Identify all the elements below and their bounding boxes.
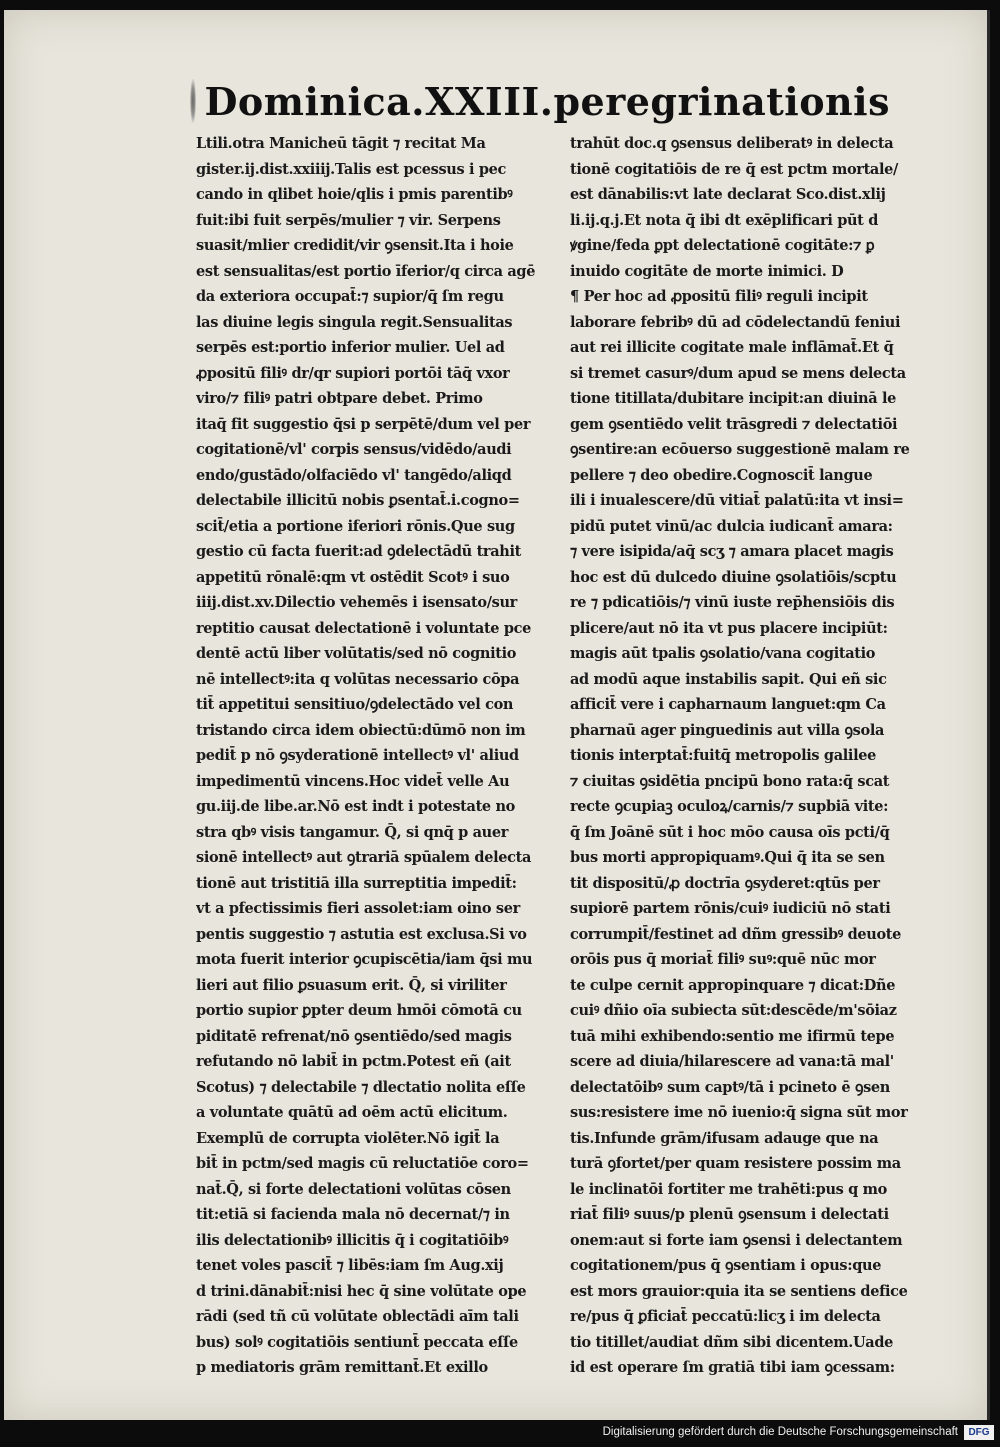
right-column-line: cuiꝰ dñio oīa subiecta sūt:descēde/m'sōiaz (570, 1002, 897, 1019)
right-column-line: onem:aut si forte iam ꝯsensi i delectantem (570, 1231, 903, 1249)
right-column-line: ⁊ vere isipida/aq̄ scʒ ⁊ amara placet magis (570, 543, 894, 560)
right-column-line: pellere ⁊ deo obedire.Cognoscit̄ langue (570, 466, 873, 484)
right-column-line: recte ꝯcupiaꝫ oculoꝝ/carnis/⁊ supbiā vite: (570, 798, 889, 815)
right-column-line: scere ad diuia/hilarescere ad vana:tā mal' (570, 1053, 894, 1070)
right-column-line: ¶ Per hoc ad ꝓpositū filiꝰ reguli incipit (570, 288, 868, 305)
right-column-line: plicere/aut nō ita vt pus placere incipiūt: (570, 619, 888, 637)
left-column-line: impedimentū vincens.Hoc videt̄ velle Au (196, 772, 510, 790)
right-column-line: si tremet casurꝰ/dum apud se mens delecta (570, 364, 906, 382)
right-column-line: laborare febribꝰ dū ad cōdelectandū feniui (570, 313, 901, 331)
right-column-line: tit dispositū/ꝓ doctrīa ꝯsyderet:qtūs per (570, 874, 880, 892)
right-column-line: gem ꝯsentiēdo velit trāsgredi ⁊ delectatiōi (570, 415, 898, 433)
left-column-line: reptitio causat delectationē i voluntate pce (196, 619, 532, 637)
left-column-line: p mediatoris grām remittant̄.Et exillo (196, 1359, 488, 1376)
right-column-line: te culpe cernit appropinquare ⁊ dicat:Dñe (570, 976, 896, 994)
left-column-line: nē intellectꝰ:ita q volūtas necessario cōpa (196, 670, 520, 688)
page-title: Dominica.XXIII.peregrinationis (204, 78, 890, 124)
right-column-line: est dānabilis:vt late declarat Sco.dist.xlij (570, 186, 886, 203)
right-column-line: id est operare ſm gratiā tibi iam ꝯcessam: (570, 1359, 895, 1376)
funding-credit: Digitalisierung gefördert durch die Deutsche Forschungsgemeinschaft (602, 1426, 958, 1438)
left-column-line: tit̄ appetitui sensitiuo/ꝯdelectādo vel con (196, 696, 514, 713)
right-column-line: aut rei illicite cogitate male inflāmat̄.Et q̄ (570, 339, 894, 356)
left-column-line: refutando nō labit̄ in pctm.Potest eñ (ait (196, 1053, 511, 1070)
right-column-line: ad modū aque instabilis sapit. Qui eñ sic (570, 670, 887, 688)
left-column-line: delectabile illicitū nobis ꝑsentat̄.i.cogno= (196, 492, 520, 509)
right-column-line: tio titillet/audiat dñm sibi dicentem.Uade (570, 1333, 893, 1351)
ink-smudge (190, 79, 196, 123)
right-column-line: orōis pus q̄ moriat̄ filiꝰ suꝰ:quē nūc mor (570, 951, 876, 968)
left-column-line: lieri aut filio ꝑsuasum erit. Q̄, si viriliter (196, 976, 507, 994)
left-column-line: Exemplū de corrupta violēter.Nō igit̄ la (196, 1129, 500, 1147)
right-column-line: ꝯsentire:an ecōuerso suggestionē malam re (570, 441, 910, 458)
left-column-line: a voluntate quātū ad oēm actū elicitum. (196, 1104, 508, 1121)
right-text-column (570, 131, 930, 1381)
right-column-line: turā ꝯfortet/per quam resistere possim ma (570, 1155, 901, 1172)
left-column-line: ilis delectationibꝰ illicitis q̄ i cogitatiōibꝰ (196, 1231, 509, 1249)
left-column-line: viro/⁊ filiꝰ patri obtpare debet. Primo (196, 390, 483, 407)
right-column-line: delectatōibꝰ sum captꝰ/tā i pcineto ē ꝯsen (570, 1078, 890, 1096)
right-column-line: li.ij.q.j.Et nota q̄ ibi dt exēplificari pūt d (570, 211, 879, 229)
right-column-line: re/pus q̄ ꝑficiat̄ peccatū:licʒ i im delecta (570, 1308, 881, 1325)
left-column-line: itaq̄ fit suggestio q̄si p serpētē/dum vel per (196, 415, 531, 433)
right-column-line: magis aūt tpalis ꝯsolatio/vana cogitatio (570, 645, 876, 662)
left-column-line: gu.iij.de libe.ar.Nō est indt i potestate no (196, 798, 516, 815)
right-column-line: pidū putet vinū/ac dulcia iudicant̄ amara: (570, 517, 893, 535)
left-column-line: ꝓpositū filiꝰ dr/qr supiori portōi tāq̄ vxor (196, 364, 510, 382)
right-column-line: inuido cogitāte de morte inimici. D (570, 262, 844, 280)
right-column-line: riat̄ filiꝰ suus/p plenū ꝯsensum i delectati (570, 1206, 889, 1223)
left-column-line: bus) solꝰ cogitatiōis sentiunt̄ peccata eſſe (196, 1333, 518, 1351)
left-column-line: portio supior ꝑpter deum hmōi cōmotā cu (196, 1002, 522, 1019)
right-column-line: pharnaū ager pinguedinis aut villa ꝯsola (570, 721, 885, 739)
left-column-line: iiij.dist.xv.Dilectio vehemēs i isensato/sur (196, 594, 517, 611)
left-column-line: Scotus) ⁊ delectabile ⁊ dlectatio nolita eſſe (196, 1078, 526, 1096)
left-column-line: Ltili.otra Manicheū tāgit ⁊ recitat Ma (196, 135, 486, 152)
left-column-line: bit̄ in pctm/sed magis cū reluctatiōe coro= (196, 1155, 529, 1172)
left-column-line: endo/gustādo/olfaciēdo vl' tangēdo/aliqd (196, 466, 512, 484)
left-column-line: pentis suggestio ⁊ astutia est exclusa.Si vo (196, 925, 527, 943)
left-column-line: dentē actū liber volūtatis/sed nō cognitio (196, 645, 517, 662)
left-column-line: stra qbꝰ visis tangamur. Q̄, si qnq̄ p auer (196, 823, 509, 841)
left-column-line: gister.ij.dist.xxiiij.Talis est pcessus i pec (196, 160, 506, 178)
right-column-line: tionē cogitatiōis de re q̄ est pctm mortale/ (570, 160, 898, 178)
right-column-line: tis.Infunde grām/ifusam adauge que na (570, 1129, 879, 1147)
right-column-line: ⁊ ciuitas ꝯsidētia pncipū bono rata:q̄ scat (570, 772, 890, 790)
right-column-line: est mors grauior:quia ita se sentiens defice (570, 1282, 908, 1300)
left-column-line: tristando circa idem obiectū:dūmō non im (196, 721, 526, 739)
left-text-column (196, 131, 556, 1381)
dfg-logo: DFG (964, 1425, 994, 1440)
left-column-line: scit̄/etia a portione iferiori rōnis.Que sug (196, 517, 515, 535)
right-column-line: sus:resistere ime nō iuenio:q̄ signa sūt mor (570, 1104, 908, 1121)
left-column-line: serpēs est:portio inferior mulier. Uel ad (196, 339, 505, 356)
left-column-line: rādi (sed tñ cū volūtate oblectādi aīm tali (196, 1308, 519, 1325)
right-column-line: tuā mihi exhibendo:sentio me ifirmū tepe (570, 1027, 895, 1045)
left-column-line: mota fuerit interior ꝯcupiscētia/iam q̄si mu (196, 951, 533, 968)
right-column-line: hoc est dū dulcedo diuine ꝯsolatiōis/scptu (570, 568, 897, 586)
left-column-line: pedit̄ p nō ꝯsyderationē intellectꝰ vl' aliud (196, 747, 519, 764)
right-column-line: afficit̄ vere i capharnaum languet:qm Ca (570, 696, 886, 713)
left-column-line: nat̄.Q̄, si forte delectationi volūtas cōsen (196, 1180, 511, 1198)
right-column-line: tionis interptat̄:fuitq̄ metropolis galilee (570, 747, 876, 764)
right-column-line: bus morti appropiquamꝰ.Qui q̄ ita se sen (570, 849, 885, 866)
left-column-line: piditatē refrenat/nō ꝯsentiēdo/sed magis (196, 1027, 512, 1045)
left-column-line: cogitationē/vl' corpis sensus/vidēdo/audi (196, 441, 512, 458)
left-column-line: gestio cū facta fuerit:ad ꝯdelectādū trahit (196, 543, 521, 560)
left-column-line: las diuine legis singula regit.Sensualitas (196, 313, 513, 331)
right-column-line: ili i inualescere/dū vitiat̄ palatū:ita vt insi= (570, 492, 904, 509)
right-column-line: q̄ ſm Joānē sūt i hoc mōo causa oīs pcti/q̄ (570, 823, 890, 841)
right-column-line: le inclinatōi fortiter me trahēti:pus q mo (570, 1180, 887, 1198)
left-column-line: suasit/mlier credidit/vir ꝯsensit.Ita i hoie (196, 237, 514, 254)
right-column-line: ꝟgine/feda ꝑpt delectationē cogitāte:⁊ ꝑ (570, 237, 875, 254)
right-column-line: re ⁊ pdicatiōis/⁊ vinū iuste rep̄hensiōis dis (570, 594, 895, 611)
left-column-line: tenet voles pascit̄ ⁊ libēs:iam ſm Aug.xij (196, 1257, 504, 1274)
right-column-line: cogitationem/pus q̄ ꝯsentiam i opus:que (570, 1257, 882, 1274)
right-column-line: trahūt doc.q ꝯsensus deliberatꝰ in delecta (570, 135, 894, 152)
left-column-line: fuit:ibi fuit serpēs/mulier ⁊ vir. Serpens (196, 211, 501, 229)
right-column-line: corrumpit̄/festinet ad dñm gressibꝰ deuote (570, 925, 902, 943)
left-column-line: vt a pfectissimis fieri assolet:iam oino ser (196, 900, 520, 917)
left-column-line: appetitū rōnalē:qm vt ostēdit Scotꝰ i suo (196, 568, 510, 586)
left-column-line: cando in qlibet hoie/qlis i pmis parentibꝰ (196, 186, 513, 203)
left-column-line: da exteriora occupat̄:⁊ supior/q̄ ſm regu (196, 288, 504, 305)
left-column-line: sionē intellectꝰ aut ꝯtrariā spūalem delecta (196, 849, 531, 866)
left-column-line: tionē aut tristitiā illa surreptitia impedit̄: (196, 874, 517, 892)
left-column-line: est sensualitas/est portio īferior/q circa agē (196, 262, 536, 280)
left-column-line: tit:etiā si facienda mala nō decernat/⁊ in (196, 1206, 510, 1223)
running-header (190, 70, 890, 132)
right-column-line: supiorē partem rōnis/cuiꝰ iudiciū nō stati (570, 900, 891, 917)
right-column-line: tione titillata/dubitare incipit:an diuinā le (570, 390, 896, 407)
left-column-line: d trini.dānabit̄:nisi hec q̄ sine volūtate ope (196, 1282, 527, 1300)
